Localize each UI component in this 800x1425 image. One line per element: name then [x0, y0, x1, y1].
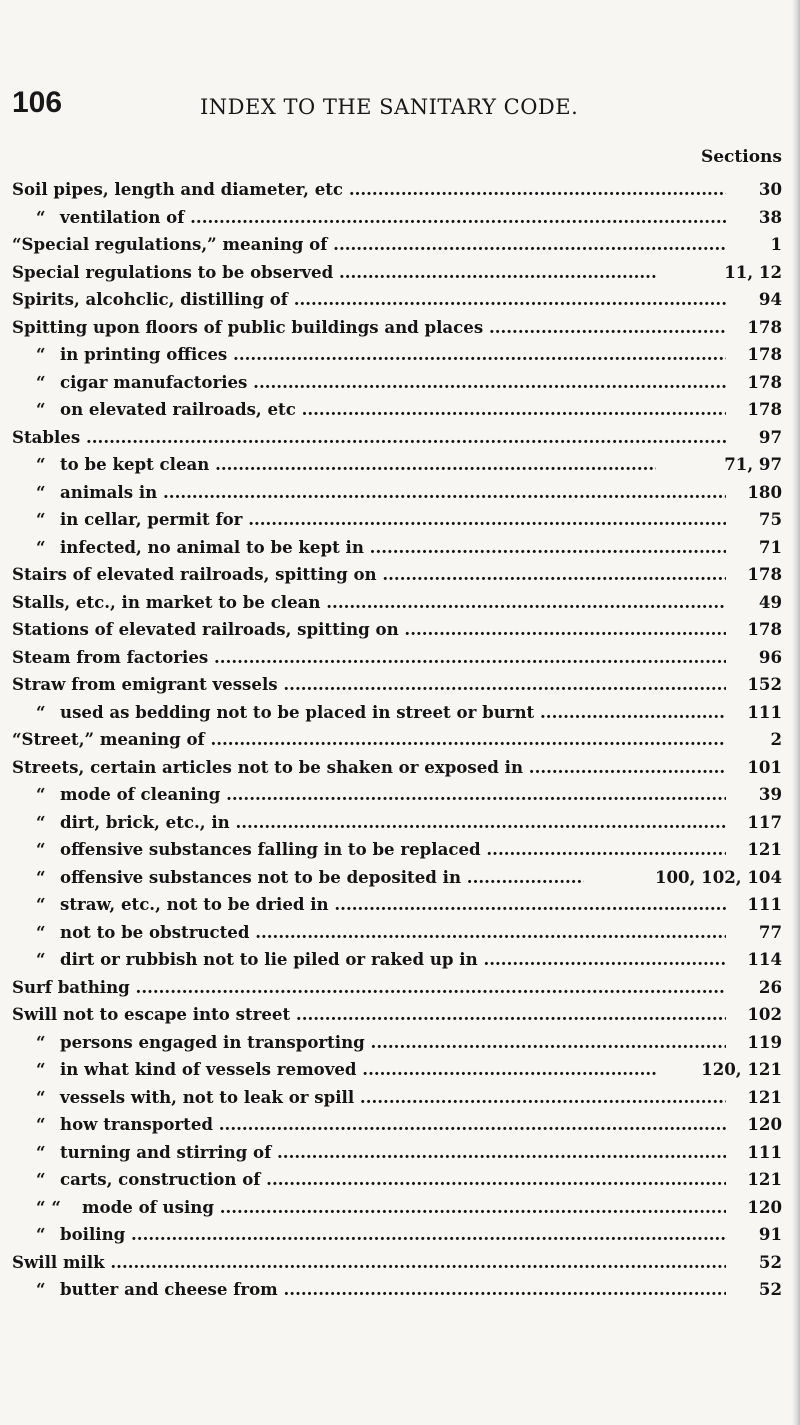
section-number: 52	[757, 1276, 782, 1304]
ditto-mark: “	[36, 1031, 46, 1052]
entry-text: cigar manufactories	[60, 371, 248, 392]
entry-text: offensive substances not to be deposited in	[60, 866, 462, 887]
ditto-mark: “	[36, 1169, 46, 1189]
running-title: INDEX TO THE SANITARY CODE.	[200, 95, 579, 119]
entry-text: “Street,” meaning of	[12, 729, 205, 749]
index-entry	[12, 231, 782, 259]
ditto-mark: “	[36, 811, 46, 832]
index-entry	[12, 1139, 782, 1167]
section-number: 91	[757, 1221, 782, 1249]
entry-text: Spitting upon floors of public buildings and places	[12, 316, 484, 337]
entry-text: in cellar, permit for	[60, 509, 243, 529]
page-header	[12, 86, 780, 126]
section-number: 117	[745, 809, 782, 837]
section-number: 102	[745, 1001, 782, 1029]
entry-text: vessels with, not to leak or spill	[60, 1086, 355, 1107]
section-number: 178	[745, 396, 782, 424]
section-number: 178	[745, 616, 782, 644]
entry-text: Stations of elevated railroads, spitting on	[12, 619, 399, 639]
section-number: 26	[757, 974, 782, 1002]
ditto-mark: “	[36, 536, 46, 557]
entry-label	[12, 781, 726, 809]
entry-text: boiling	[60, 1224, 126, 1244]
entry-label	[12, 671, 726, 699]
index-entry	[12, 451, 782, 479]
index-entry	[12, 314, 782, 342]
index-entry	[12, 259, 782, 287]
section-number: 100, 102, 104	[653, 864, 782, 892]
entry-text: ventilation of	[60, 206, 185, 227]
index-entry	[12, 836, 782, 864]
index-entry	[12, 699, 782, 727]
section-number: 49	[757, 589, 782, 617]
index-entry	[12, 506, 782, 534]
entry-label	[12, 836, 726, 864]
entry-label	[12, 726, 726, 754]
section-number: 119	[745, 1029, 782, 1057]
ditto-mark: “	[36, 371, 46, 392]
entry-label	[12, 204, 726, 232]
entry-label	[12, 369, 726, 397]
index-entry	[12, 534, 782, 562]
entry-text: Stables	[12, 426, 81, 447]
entry-text: dirt, brick, etc., in	[60, 811, 230, 832]
entry-text: carts, construction of	[60, 1169, 261, 1189]
section-number: 180	[745, 479, 782, 507]
section-number: 178	[745, 369, 782, 397]
index-entry	[12, 864, 782, 892]
section-number: 121	[745, 1166, 782, 1194]
section-number: 39	[757, 781, 782, 809]
entry-label	[12, 589, 726, 617]
entry-label	[12, 1084, 726, 1112]
ditto-mark: “	[36, 1224, 46, 1244]
index-entry	[12, 974, 782, 1002]
entry-text: Streets, certain articles not to be shaken or exposed in	[12, 756, 524, 777]
entry-text: to be kept clean	[60, 454, 210, 474]
entry-text: Swill milk	[12, 1251, 105, 1272]
section-number: 1	[768, 231, 782, 259]
ditto-mark: “	[36, 839, 46, 859]
entry-label	[12, 1221, 726, 1249]
entry-label	[12, 1194, 726, 1222]
entry-text: “Special regulations,” meaning of	[12, 234, 328, 254]
index-entry	[12, 1221, 782, 1249]
index-entry	[12, 1029, 782, 1057]
section-number: 114	[745, 946, 782, 974]
entry-text: infected, no animal to be kept in	[60, 536, 364, 557]
ditto-mark: “	[36, 509, 46, 529]
entry-label	[12, 534, 726, 562]
entry-text: animals in	[60, 481, 158, 502]
ditto-mark: “	[36, 344, 46, 364]
index-entry	[12, 286, 782, 314]
entry-label	[12, 341, 726, 369]
entry-text: Stalls, etc., in market to be clean	[12, 591, 321, 612]
entry-label	[12, 1001, 726, 1029]
index-entry	[12, 781, 782, 809]
entry-text: Surf bathing	[12, 976, 130, 997]
section-number: 111	[745, 891, 782, 919]
ditto-mark: “	[36, 701, 46, 722]
index-entry	[12, 919, 782, 947]
entry-text: Spirits, alcohclic, distilling of	[12, 289, 288, 309]
section-number: 71	[757, 534, 782, 562]
index-entry	[12, 616, 782, 644]
entry-label	[12, 286, 726, 314]
entry-text: Swill not to escape into street	[12, 1004, 291, 1024]
ditto-mark: “	[36, 206, 46, 227]
ditto-mark: “	[36, 1059, 46, 1079]
entry-text: mode of cleaning	[60, 784, 221, 804]
index-entry	[12, 891, 782, 919]
section-number: 178	[745, 314, 782, 342]
index-entry	[12, 1056, 782, 1084]
column-label: Sections	[700, 147, 782, 167]
entry-label	[12, 809, 726, 837]
entry-label	[12, 1166, 726, 1194]
section-number: 120, 121	[699, 1056, 782, 1084]
entry-text: used as bedding not to be placed in street or burnt	[60, 701, 535, 722]
entry-label	[12, 176, 726, 204]
index-entry	[12, 754, 782, 782]
entry-text: Soil pipes, length and diameter, etc	[12, 179, 344, 199]
index-entry	[12, 424, 782, 452]
entry-label	[12, 259, 656, 287]
index-entry	[12, 726, 782, 754]
section-number: 121	[745, 836, 782, 864]
section-number: 11, 12	[722, 259, 782, 287]
ditto-mark: “	[36, 894, 46, 914]
entry-label	[12, 1056, 656, 1084]
ditto-mark: “	[36, 1086, 46, 1107]
section-number: 120	[745, 1194, 782, 1222]
index-entry	[12, 1001, 782, 1029]
ditto-mark: “	[36, 481, 46, 502]
index-entry	[12, 1084, 782, 1112]
section-number: 94	[757, 286, 782, 314]
ditto-mark: “	[36, 949, 46, 969]
entry-label	[12, 699, 726, 727]
section-number: 101	[745, 754, 782, 782]
ditto-mark: “	[36, 399, 46, 419]
section-number: 178	[745, 341, 782, 369]
entry-label	[12, 891, 726, 919]
entry-label	[12, 561, 726, 589]
entry-label	[12, 231, 726, 259]
entry-text: butter and cheese from	[60, 1279, 278, 1299]
entry-label	[12, 1249, 726, 1277]
section-number: 96	[757, 644, 782, 672]
entry-label	[12, 451, 656, 479]
entry-label	[12, 1276, 726, 1304]
index-entry	[12, 396, 782, 424]
entry-text: how transported	[60, 1114, 213, 1134]
section-number: 38	[757, 204, 782, 232]
entry-text: not to be obstructed	[60, 921, 250, 942]
entry-text: in printing offices	[60, 344, 228, 364]
entry-label	[12, 396, 726, 424]
index-entry	[12, 809, 782, 837]
section-number: 111	[745, 699, 782, 727]
section-number: 97	[757, 424, 782, 452]
entry-text: Straw from emigrant vessels	[12, 674, 278, 694]
section-number: 75	[757, 506, 782, 534]
entry-label	[12, 506, 726, 534]
index-entry	[12, 946, 782, 974]
entry-text: in what kind of vessels removed	[60, 1059, 357, 1079]
index-entry	[12, 479, 782, 507]
entry-text: mode of using	[82, 1196, 214, 1217]
ditto-mark: “	[36, 1114, 46, 1134]
index-entry	[12, 1249, 782, 1277]
section-number: 30	[757, 176, 782, 204]
section-number: 178	[745, 561, 782, 589]
entry-text: offensive substances falling in to be replaced	[60, 839, 481, 859]
entry-text: on elevated railroads, etc	[60, 399, 296, 419]
entry-text: Stairs of elevated railroads, spitting on	[12, 564, 377, 584]
index-entry	[12, 561, 782, 589]
ditto-mark: “	[36, 921, 46, 942]
page-edge-shadow	[792, 0, 800, 1425]
section-number: 2	[768, 726, 782, 754]
entry-label	[12, 919, 726, 947]
index-entries	[12, 176, 782, 1304]
entry-label	[12, 864, 584, 892]
section-number: 120	[745, 1111, 782, 1139]
entry-label	[12, 644, 726, 672]
entry-label	[12, 754, 726, 782]
entry-text: persons engaged in transporting	[60, 1031, 365, 1052]
ditto-mark: “	[36, 866, 46, 887]
entry-text: Steam from factories	[12, 646, 209, 667]
entry-label	[12, 479, 726, 507]
ditto-mark: “	[36, 784, 46, 804]
section-number: 77	[757, 919, 782, 947]
entry-label	[12, 616, 726, 644]
index-entry	[12, 1276, 782, 1304]
entry-label	[12, 946, 726, 974]
entry-label	[12, 314, 726, 342]
section-number: 152	[745, 671, 782, 699]
index-entry	[12, 176, 782, 204]
entry-label	[12, 974, 726, 1002]
index-entry	[12, 589, 782, 617]
entry-text: Special regulations to be observed	[12, 261, 334, 282]
section-number: 52	[757, 1249, 782, 1277]
index-entry	[12, 644, 782, 672]
page-number: 106	[12, 86, 63, 119]
index-entry	[12, 1194, 782, 1222]
entry-label	[12, 1139, 726, 1167]
index-entry	[12, 369, 782, 397]
index-entry	[12, 671, 782, 699]
ditto-mark: “	[36, 1141, 46, 1162]
entry-label	[12, 1029, 726, 1057]
entry-label	[12, 1111, 726, 1139]
index-entry	[12, 1111, 782, 1139]
entry-text: dirt or rubbish not to lie piled or raked up in	[60, 949, 478, 969]
entry-text: turning and stirring of	[60, 1141, 272, 1162]
index-entry	[12, 204, 782, 232]
ditto-mark: “ “	[36, 1196, 61, 1217]
index-entry	[12, 341, 782, 369]
ditto-mark: “	[36, 454, 46, 474]
entry-label	[12, 424, 726, 452]
index-entry	[12, 1166, 782, 1194]
section-number: 71, 97	[722, 451, 782, 479]
section-number: 111	[745, 1139, 782, 1167]
entry-text: straw, etc., not to be dried in	[60, 894, 329, 914]
ditto-mark: “	[36, 1279, 46, 1299]
section-number: 121	[745, 1084, 782, 1112]
